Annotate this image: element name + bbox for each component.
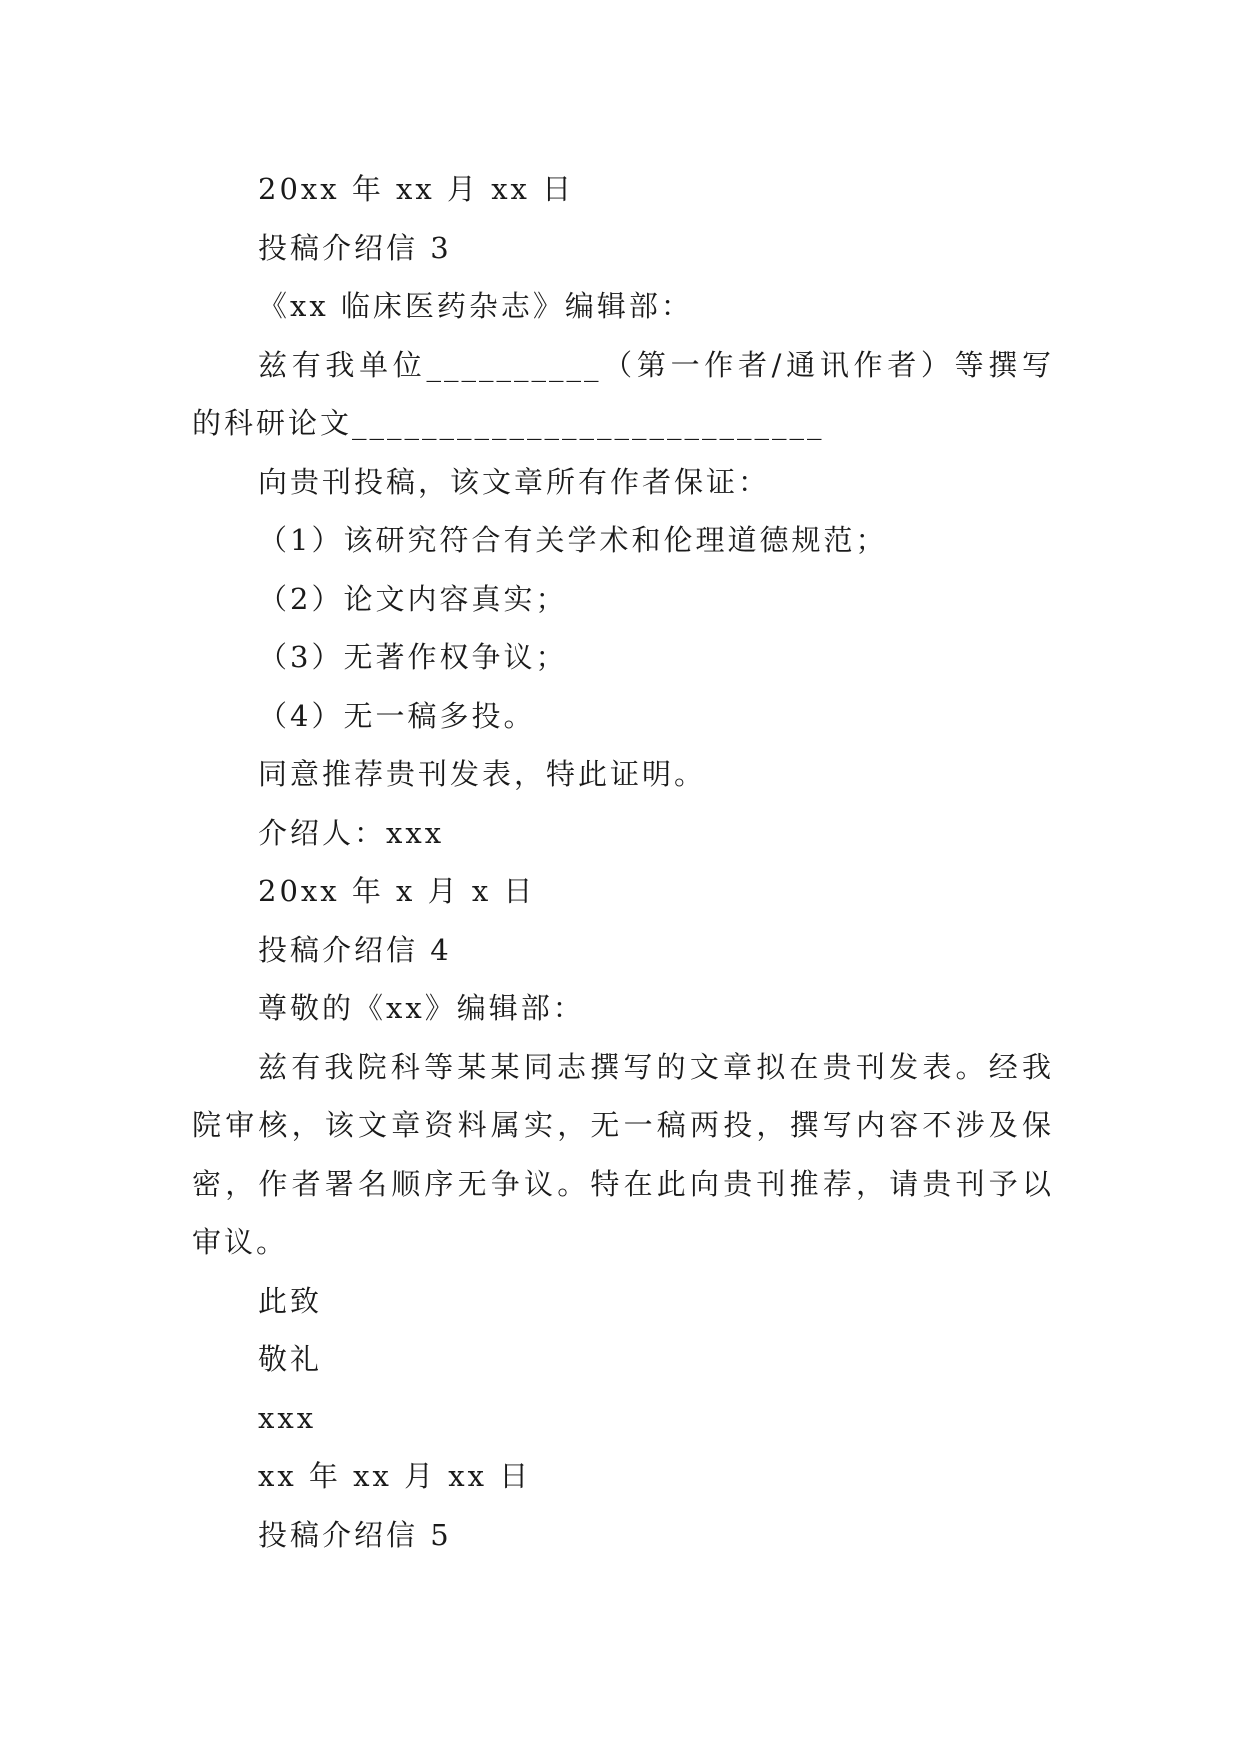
date-line-1: 20xx 年 xx 月 xx 日	[258, 172, 575, 206]
recommendation-line: 同意推荐贵刊发表，特此证明。	[258, 757, 707, 791]
recipient-line-2: 尊敬的《xx》编辑部：	[258, 991, 585, 1025]
recipient-line-1: 《xx 临床医药杂志》编辑部：	[258, 289, 693, 323]
introducer-line: 介绍人：xxx	[258, 815, 445, 850]
closing-line-2: 敬礼	[258, 1342, 323, 1376]
heading-letter-5: 投稿介绍信 5	[258, 1517, 452, 1552]
heading-letter-3: 投稿介绍信 3	[258, 230, 452, 265]
date-line-2: 20xx 年 x 月 x 日	[258, 874, 536, 908]
guarantee-item-4: （4）无一稿多投。	[258, 698, 536, 733]
document-body	[192, 160, 1054, 1564]
heading-letter-4: 投稿介绍信 4	[258, 932, 452, 967]
body-line-submission: 向贵刊投稿，该文章所有作者保证：	[258, 464, 771, 499]
guarantee-item-3: （3）无著作权争议；	[258, 640, 568, 674]
signature-line: xxx	[258, 1400, 317, 1435]
body-paragraph-letter-4: 兹有我院科等某某同志撰写的文章拟在贵刊发表。经我院审核，该文章资料属实，无一稿两投，撰写内容不涉及保密，作者署名顺序无争议。特在此向贵刊推荐，请贵刊予以审议。	[192, 1049, 1054, 1259]
date-line-3: xx 年 xx 月 xx 日	[258, 1459, 532, 1493]
closing-line-1: 此致	[258, 1283, 323, 1318]
body-line-unit: 兹有我单位__________（第一作者/通讯作者）等撰写	[258, 347, 1054, 382]
guarantee-item-1: （1）该研究符合有关学术和伦理道德规范；	[258, 523, 888, 557]
body-line-paper: 的科研论文___________________________	[192, 406, 825, 440]
guarantee-item-2: （2）论文内容真实；	[258, 581, 568, 616]
